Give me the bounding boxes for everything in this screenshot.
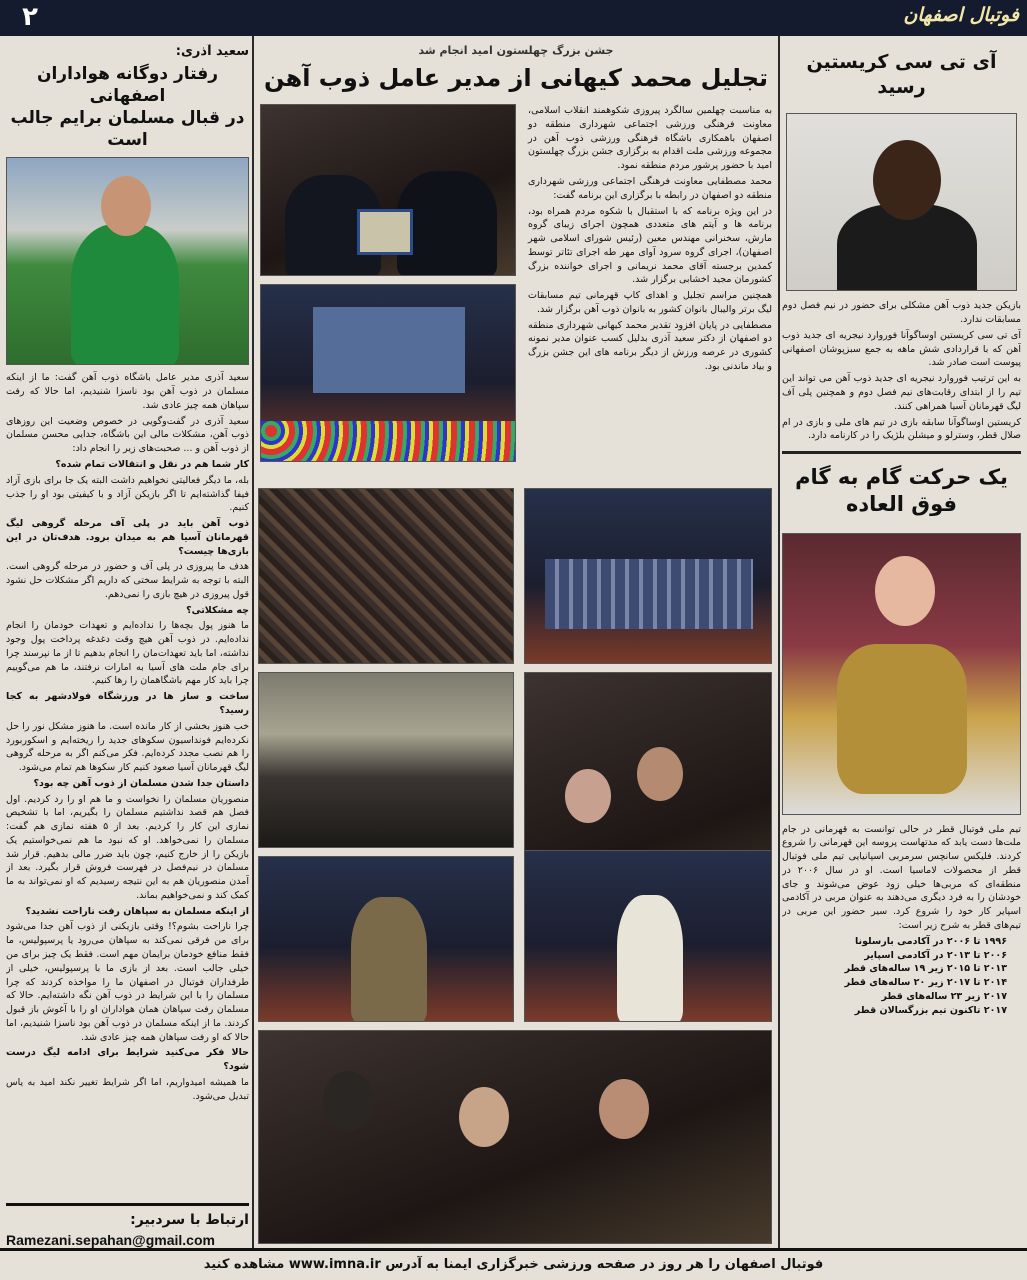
title-line: رفتار دوگانه هواداران اصفهانی — [36, 64, 219, 107]
paragraph: به مناسبت چهلمین سالگرد پیروزی شکوهمند انقلاب اسلامی، معاونت فرهنگی ورزشی اجتماعی شهرداری منطقه دو اصفهان باهمکاری باشگاه فرهنگی ورزشی ذوب آهن در مجموعه ورزشی ملت اقدام به برگزاری جشن بزرگ چهلستون امید با حضور پرشور مردم منطقه نمود. — [528, 105, 772, 172]
interview-question: از اینکه مسلمان به سپاهان رفت ناراحت نشدید؟ — [25, 905, 249, 917]
title-line: در قبال مسلمان برایم جالب است — [10, 108, 245, 151]
timeline-item: ۲۰۰۶ تا ۲۰۱۳ در آکادمی اسپایر — [864, 949, 1007, 961]
interview-answer: بله، ما دیگر فعالیتی نخواهیم داشت البته یک جا برای بازی آزاد فیفا گذاشته‌ایم تا اگر بازیکن آزاد و با کیفیتی بود او را جذب کنیم. — [6, 474, 249, 514]
interview-answer: سعید آذری در گفت‌وگویی در خصوص وضعیت این روزهای ذوب آهن، مشکلات مالی این باشگاه، جدایی محسن مسلمان از ذوب آهن و ... صحبت‌های زیر را انجام داد: — [6, 415, 249, 455]
coach-head — [875, 556, 935, 626]
interview-body — [6, 371, 249, 1103]
sports-hall-photo — [258, 672, 514, 848]
interview-answer: خب هنوز بخشی از کار مانده است. ما هنوز مشکل نور را حل نکرده‌ایم فونداسیون سکوهای جدید را ریخته‌ایم و اسکوربورد را هم نصب مجدد کرده‌ایم. فکر می‌کنم اگر به مرحله گروهی لیگ قهرمانان آسیا صعود کنیم کار سکوها هم تمام می‌شود. — [6, 720, 249, 774]
paragraph: کریستین اوساگوآنا سابقه بازی در تیم های ملی و بازی در ام صلال قطر، وسترلو و میشلن بلژیک را در کارنامه دارد. — [782, 416, 1021, 442]
interview-question: ساخت و ساز ها در ورزشگاه فولادشهر به کجا رسید؟ — [6, 691, 249, 716]
award-plaque — [357, 209, 413, 255]
middle-column — [256, 44, 776, 1248]
article-title-azari — [6, 63, 249, 151]
article-body-qatar — [782, 823, 1021, 1018]
azari-stadium-photo — [6, 157, 249, 365]
title-line: فوق العاده — [846, 492, 957, 517]
paragraph: به این ترتیب فوروارد نیجریه ای جدید ذوب آهن می تواند این تیم را از ابتدای رقابت‌های نیم فصل دوم و همچنین پلی آف لیگ قهرمانان آسیا همراهی کنند. — [782, 373, 1021, 412]
balloons — [261, 421, 516, 461]
front-row-guests-photo — [258, 1030, 772, 1244]
interview-question: ذوب آهن باید در پلی آف مرحله گروهی لیگ قهرمانان آسیا هم به میدان برود. هدف‌تان در این بازی‌ها چیست؟ — [6, 518, 249, 557]
article-title-itc: آی تی سی کریستین رسید — [806, 51, 997, 98]
interview-question: کار شما هم در نقل و انتقالات تمام شده؟ — [55, 458, 249, 470]
theatre-performance-photo — [524, 850, 772, 1022]
person-head — [323, 1071, 373, 1131]
interview-answer: هدف ما پیروزی در پلی آف و حضور در مرحله گروهی است. البته با توجه به شرایط سختی که داریم اگر مشکلات حل نشود قول پیروزی در هیچ بازی را نمی‌دهم. — [6, 561, 249, 600]
article-title-qatar — [782, 464, 1021, 519]
singer-figure — [351, 897, 427, 1022]
article-subtitle: جشن بزرگ چهلستون امید انجام شد — [418, 44, 614, 57]
interview-question: چه مشکلاتی؟ — [186, 604, 249, 616]
timeline-item: ۲۰۱۴ تا ۲۰۱۷ زیر ۲۰ ساله‌های قطر — [844, 977, 1007, 989]
interview-question: حالا فکر می‌کنید شرایط برای ادامه لیگ درست شود؟ — [6, 1047, 249, 1073]
editor-email-link[interactable]: Ramezani.sepahan@gmail.com — [6, 1232, 215, 1248]
contact-title: ارتباط با سردبیر: — [6, 1203, 249, 1228]
article-top-block — [256, 104, 776, 462]
footer-banner: فوتبال اصفهان را هر روز در صفحه ورزشی خبرگزاری ایمنا به آدرس www.imna.ir مشاهده کنید — [0, 1248, 1027, 1280]
column-divider — [252, 36, 254, 1248]
article-body-itc — [782, 299, 1021, 443]
choir-stage-photo — [524, 488, 772, 664]
page-number: ۲ — [22, 2, 38, 32]
paragraph: مصطفایی در پایان افزود تقدیر محمد کیهانی شهرداری منطقه دو اصفهان از دکتر سعید آذری بدلیل کسب عنوان مدیر نمونه کشوری در عرصه ورزش از دیگر برنامه های این جشن بزرگ و بیاد ماندنی بود. — [528, 319, 772, 372]
coach-trophy-photo — [782, 533, 1021, 815]
paragraph: آی تی سی کریستین اوساگوآنا فوروارد نیجریه ای جدید ذوب آهن که با قراردادی شش ماهه به جمع سبزپوشان اصفهانی پیوست است صادر شد. — [782, 329, 1021, 369]
stage-screen — [313, 307, 465, 393]
person-head — [637, 747, 683, 801]
left-column — [6, 44, 249, 1188]
publication-logo: فوتبال اصفهان — [903, 4, 1019, 26]
paragraph: محمد مصطفایی معاونت فرهنگی اجتماعی ورزشی شهرداری منطقه دو اصفهان در رابطه با برگزاری این برنامه گفت: — [528, 176, 772, 201]
player-photo-christian — [786, 113, 1017, 291]
person-head — [459, 1087, 509, 1147]
timeline-item: ۱۹۹۶ تا ۲۰۰۶ در آکادمی بارسلونا — [854, 935, 1007, 947]
azari-head — [101, 176, 151, 236]
interview-question: داستان جدا شدن مسلمان از ذوب آهن چه بود؟ — [33, 777, 249, 789]
editor-contact — [6, 1203, 249, 1248]
person-head — [599, 1079, 649, 1139]
speech-stage-photo — [260, 284, 516, 462]
paragraph: در این ویژه برنامه که با استقبال با شکوه مردم همراه بود، برنامه ها و آیتم های متعددی همچون اجرای زیبای گروه مارش، سخنرانی مهندس معین (رئیس شورای اسلامی شهر اصفهان)، اجرای گروه سرود آوای مهر طه اجرای تئاتر توسط کمدین برجسته آقای محمد نریمانی و اجرای خواننده بزرگ کشورمان مجید اخشابی برگزار شد. — [528, 205, 772, 286]
article-title-keyhani: تجلیل محمد کیهانی از مدیر عامل ذوب آهن — [263, 64, 769, 92]
performer-figure — [617, 895, 683, 1022]
timeline-item: ۲۰۱۷ تاکنون تیم بزرگسالان قطر — [854, 1004, 1007, 1016]
right-column — [782, 44, 1021, 1248]
interview-answer: سعید آذری مدیر عامل باشگاه ذوب آهن گفت: ما از اینکه مسلمان در ذوب آهن بود ناسزا شنیدیم، اما حالا که رفت سپاهان همه چیز عادی شد. — [6, 372, 249, 411]
timeline-item: ۲۰۱۷ زیر ۲۳ ساله‌های قطر — [881, 990, 1007, 1002]
paragraph: همچنین مراسم تجلیل و اهدای کاپ قهرمانی تیم مسابقات لیگ برتر والیبال بانوان کشور به بانوان ذوب آهن برگزار شد. — [528, 290, 772, 315]
player-head — [873, 140, 941, 220]
article-body-keyhani — [528, 104, 772, 376]
award-ceremony-photo — [260, 104, 516, 276]
choir-group — [545, 559, 753, 629]
column-divider — [778, 36, 780, 1248]
paragraph: تیم ملی فوتبال قطر در حالی توانست به قهرمانی در جام ملت‌ها دست یابد که مدتهاست پروسه این قهرمانی را شروع کردند. فلیکس سانچس سرمربی اسپانیایی تیم ملی فوتبال قطر از محصولات لاماسیا است. او در سال ۲۰۰۶ در منطقه‌ای که مربی‌ها خیلی زود عوض می‌شوند و جای خودشان را به فرد دیگری می‌دهند به عنوان مربی در آکادمی اسپایر کار خود را شروع کرد. سیر حضور این مربی در تیم‌های قطر به شرح زیر است: — [782, 823, 1021, 931]
person-head — [565, 769, 611, 823]
newspaper-page — [0, 36, 1027, 1248]
title-line: یک حرکت گام به گام — [795, 465, 1008, 490]
masthead-bar — [0, 0, 1027, 36]
interview-answer: منصوریان مسلمان را نخواست و ما هم او را رد کردیم. اول فصل هم قصد نداشتیم مسلمان را بگیریم، اما با تشخیص نمازی این کار را کردیم. بعد از ۵ هفته نمازی هم گفت: مسلمان را نمی‌خواهد. او که نبود ما هم نمی‌خواستیم یک بازیکن را از خارج کنیم، چون باید ضرر مالی بدهیم. قرار شد مسلمان در نیم‌فصل در فهرست فروش قرار بگیرد. بعد از آمدن منصوریان هم به این نتیجه رسیدیم که او نمی‌تواند به ما کمک کند و نمی‌خواهیم بماند. — [6, 793, 249, 901]
interview-answer: ما همیشه امیدواریم، اما اگر شرایط تغییر نکند امید به یاس تبدیل می‌شود. — [6, 1076, 249, 1102]
interview-answer: چرا ناراحت بشوم؟! وقتی بازیکنی از ذوب آهن جدا می‌شود برای من فرقی نمی‌کند به سپاهان می‌رود یا پرسپولیس، ما فقط منافع خودمان برایمان مهم است. فقط یک چیز برای من خیلی جالب است. بعد از بازی ما با پرسپولیس، خیلی از طرفداران فوتبال در اصفهان ما را مواخذه کردند که چرا مسلمان را با این شرایط در ذوب آهن نگه داشته‌ایم. حالا که مسلمان رفت سپاهان همان هواداران او را با آغوش باز قبول کردند. ما از اینکه مسلمان در ذوب آهن بود ناسزا شنیدیم، اما حالا که او رفت سپاهان همه چیز عادی شد. — [6, 921, 249, 1043]
paragraph: بازیکن جدید ذوب آهن مشکلی برای حضور در نیم فصل دوم مسابقات ندارد. — [782, 300, 1021, 326]
timeline-item: ۲۰۱۳ تا ۲۰۱۵ زیر ۱۹ ساله‌های قطر — [844, 963, 1007, 975]
interview-byline: سعید آذری: — [175, 44, 249, 59]
section-separator — [782, 451, 1021, 454]
coach-timeline — [782, 935, 1021, 1018]
interview-answer: ما هنوز پول بچه‌ها را نداده‌ایم و تعهدات خودمان را انجام نداده‌ایم. در ذوب آهن هیچ وقت دغدغه پرداخت پول وجود نداشته، اما باید تعهدات‌مان را انجام بدهیم تا از ما نپرسند چرا برای جام ملت های آسیا به امارات نرفتند، ما هم می‌گوییم چرا باید کار مهم باشگاهمان را رها کنیم. — [6, 620, 249, 687]
crowd-flags-photo — [258, 488, 514, 664]
trophy — [837, 644, 967, 794]
singer-photo — [258, 856, 514, 1022]
azari-shirt — [71, 224, 179, 365]
